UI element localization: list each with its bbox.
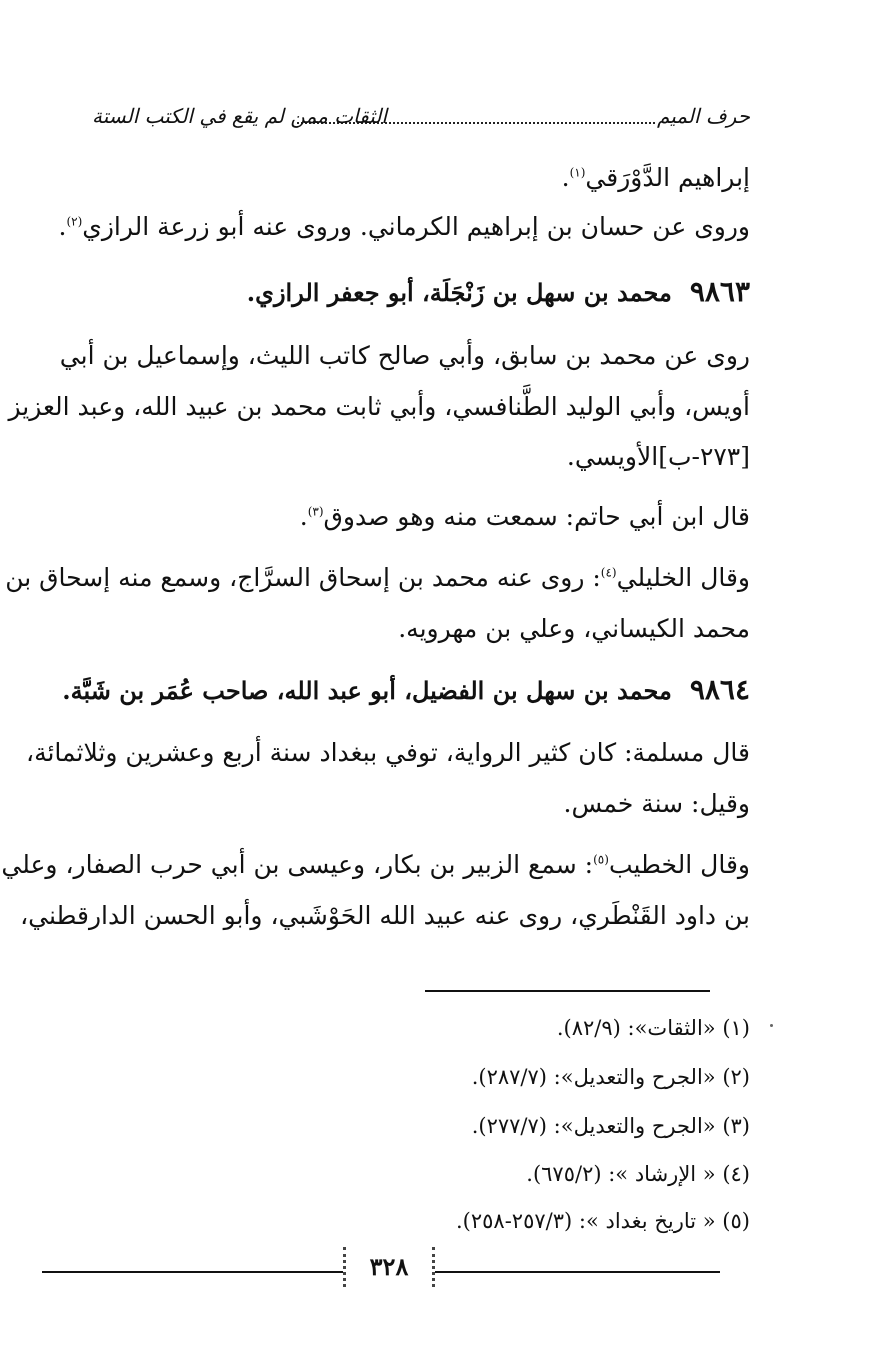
footnote-ref: (٢) [66,214,83,229]
footnote-ref: (٥) [593,852,609,867]
footnote: (٣) «الجرح والتعديل»: (٢٧٧/٧). [471,1114,750,1138]
text-line: قال مسلمة: كان كثير الرواية، توفي ببغداد سنة أربع وعشرين وثلاثمائة، [26,738,750,767]
footnote-ref: (١) [569,165,586,180]
text-line: وقال الخطيب$^{(٥)}$: سمع الزبير بن بكار، وعيسى بن أبي حرب الصفار، وعلي [1,850,750,879]
text-line: وقيل: سنة خمس. [563,789,750,818]
footnote-ref: (٤) [600,565,617,580]
text-line: بن داود القَنْطَري، روى عنه عبيد الله الحَوْشَبي، وأبو الحسن الدارقطني، [20,901,750,930]
page-number: ٣٢٨ [343,1247,435,1287]
text-line: روى عن محمد بن سابق، وأبي صالح كاتب الليث، وإسماعيل بن أبي [59,341,750,370]
text-line: قال ابن أبي حاتم: سمعت منه وهو صدوق$^{(٣)}$. [299,502,750,531]
header-chapter-title: حرف الميم [656,104,750,128]
scan-speck [770,1024,773,1027]
entry-title: محمد بن سهل بن زَنْجَلَة، أبو جعفر الرازي. [246,278,672,307]
text-line: وروى عن حسان بن إبراهيم الكرماني. وروى عنه أبو زرعة الرازي$^{(٢)}$. [58,212,750,241]
header-book-title: الثقات ممن لم يقع في الكتب الستة [92,104,387,128]
footnote: (٢) «الجرح والتعديل»: (٢٨٧/٧). [471,1065,750,1089]
text-line: محمد الكيساني، وعلي بن مهرويه. [398,614,750,643]
footnote: (١) «الثقات»: (٨٢/٩). [556,1016,750,1040]
text-line: وقال الخليلي$^{(٤)}$: روى عنه محمد بن إسحاق السرَّاج، وسمع منه إسحاق بن [5,563,750,592]
text-line: [٢٧٣-ب]الأويسي. [566,442,750,471]
footnote-separator [425,990,710,992]
entry-heading [247,272,750,313]
running-header [92,96,750,136]
footnote: (٤) « الإرشاد »: (٦٧٥/٢). [526,1162,750,1186]
footnote: (٥) « تاريخ بغداد »: (٢٥٧/٣-٢٥٨). [455,1209,750,1233]
entry-title: محمد بن سهل بن الفضيل، أبو عبد الله، صاحب عُمَر بن شَبَّة. [62,676,672,705]
entry-number: ٩٨٦٣ [689,275,750,308]
text-line: إبراهيم الدَّوْرَقي$^{(١)}$. [561,163,750,192]
entry-number: ٩٨٦٤ [689,673,750,706]
footnote-ref: (٣) [307,504,324,519]
text-line: أويس، وأبي الوليد الطَّنافسي، وأبي ثابت محمد بن عبيد الله، وعبد العزيز [8,392,750,421]
entry-heading [62,670,750,711]
